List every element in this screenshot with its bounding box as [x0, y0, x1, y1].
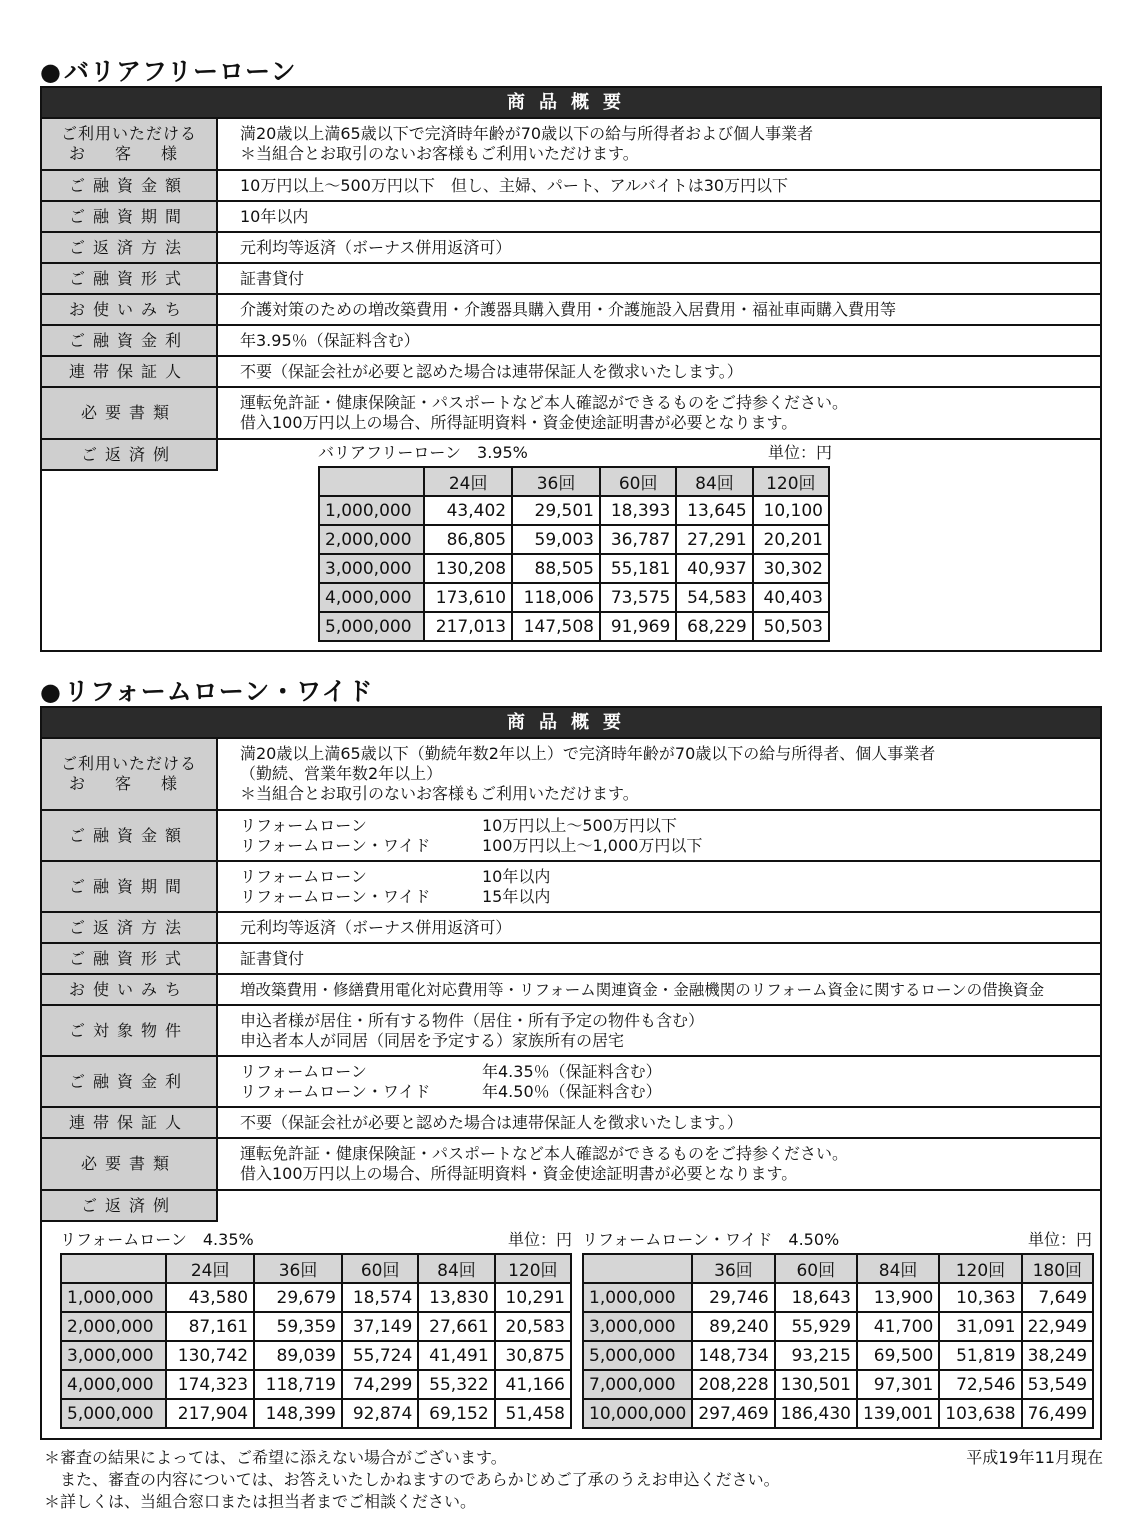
rf-left-value-cell: 89,039 [254, 1341, 342, 1370]
rf-left-value-cell: 27,661 [418, 1312, 494, 1341]
bf-value-repayment: 元利均等返済（ボーナス併用返済可） [240, 237, 512, 257]
bf-amount-cell: 3,000,000 [319, 554, 424, 583]
bf-label-guarantor: 連帯保証人 [42, 357, 218, 386]
table-row [61, 1399, 571, 1428]
rf-value-form: 証書貸付 [240, 948, 305, 968]
rf-left-value-cell: 30,875 [495, 1341, 571, 1370]
bf-value-cell: 55,181 [600, 554, 676, 583]
rf-right-value-cell: 103,638 [939, 1399, 1021, 1428]
rf-left-col-header-5: 120回 [495, 1254, 571, 1283]
rf-right-value-cell: 69,500 [857, 1341, 939, 1370]
table-row [319, 496, 829, 525]
bf-value-guarantor: 不要（保証会社が必要と認めた場合は連帯保証人を徴求いたします。） [240, 361, 743, 381]
footer-notes [44, 1447, 780, 1513]
rf-rate-key-1: リフォームローン [240, 1061, 367, 1081]
rf-left-value-cell: 13,830 [418, 1283, 494, 1312]
bf-label-use: お使いみち [42, 295, 218, 324]
rf-left-amount-cell: 1,000,000 [61, 1283, 166, 1312]
bf-value-cell: 43,402 [424, 496, 512, 525]
rf-right-value-cell: 29,746 [692, 1283, 774, 1312]
rf-right-col-header-4: 120回 [939, 1254, 1021, 1283]
bf-value-cell: 13,645 [676, 496, 752, 525]
rf-right-unit: 単位：円 [1027, 1230, 1092, 1249]
rf-right-value-cell: 89,240 [692, 1312, 774, 1341]
rf-left-value-cell: 148,399 [254, 1399, 342, 1428]
bf-value-form: 証書貸付 [240, 268, 305, 288]
barrier-free-header: 商品概要 [42, 88, 1100, 117]
rf-right-value-cell: 76,499 [1022, 1399, 1093, 1428]
bf-label-form: ご融資形式 [42, 264, 218, 293]
rf-amount-key-2: リフォームローン・ワイド [240, 835, 431, 855]
bf-value-cell: 118,006 [512, 583, 600, 612]
rf-rate-val-1: 年4.35％（保証料含む） [482, 1061, 662, 1081]
table-row [319, 554, 829, 583]
rf-left-amount-cell: 5,000,000 [61, 1399, 166, 1428]
bf-row-form [42, 262, 1100, 293]
rf-period-key-2: リフォームローン・ワイド [240, 886, 431, 906]
barrier-free-panel [40, 86, 1102, 652]
reform-panel [40, 706, 1102, 1440]
rf-right-col-header-1: 36回 [692, 1254, 774, 1283]
bf-label-rate: ご融資金利 [42, 326, 218, 355]
rf-right-value-cell: 186,430 [775, 1399, 857, 1428]
rf-left-header-row [61, 1254, 571, 1283]
bf-row-repayment [42, 231, 1100, 262]
rf-amount-val-2: 100万円以上〜1,000万円以下 [482, 835, 703, 855]
footer-note-2: また、審査の内容については、お答えいたしかねますのであらかじめご了承のうえお申込ください。 [44, 1470, 780, 1489]
barrier-free-title [40, 52, 296, 88]
rf-right-col-header-3: 84回 [857, 1254, 939, 1283]
footer-note-3: ＊詳しくは、当組合窓口または担当者までご相談ください。 [44, 1492, 477, 1511]
rf-period-key-1: リフォームローン [240, 866, 367, 886]
rf-left-value-cell: 217,904 [166, 1399, 254, 1428]
bf-label-customer-2: お客様 [68, 144, 207, 163]
table-row [583, 1341, 1093, 1370]
rf-customer-line-2: （勤続、営業年数2年以上） [240, 764, 443, 783]
bf-value-cell: 147,508 [512, 612, 600, 641]
rf-right-repayment-table [582, 1253, 1094, 1429]
rf-right-value-cell: 55,929 [775, 1312, 857, 1341]
bf-value-cell: 40,937 [676, 554, 752, 583]
bf-row-customer [42, 117, 1100, 169]
rf-label-customer-1: ご利用いただける [60, 754, 197, 773]
rf-label-customer-2: お客様 [68, 774, 207, 793]
reform-title-text: リフォームローン・ワイド [63, 677, 374, 706]
rf-label-guarantor: 連帯保証人 [42, 1108, 218, 1137]
bf-value-rate: 年3.95％（保証料含む） [240, 330, 420, 350]
rf-label-rate: ご融資金利 [42, 1057, 218, 1106]
rf-row-docs [42, 1137, 1100, 1189]
bf-amount-cell: 4,000,000 [319, 583, 424, 612]
bf-value-cell: 130,208 [424, 554, 512, 583]
rf-label-customer [42, 739, 218, 809]
bf-label-repayment: ご返済方法 [42, 233, 218, 262]
rf-row-property [42, 1004, 1100, 1055]
bf-value-cell: 30,302 [753, 554, 829, 583]
rf-right-value-cell: 13,900 [857, 1283, 939, 1312]
rf-property-line-1: 申込者様が居住・所有する物件（居住・所有予定の物件も含む） [240, 1010, 705, 1030]
bf-repayment-table [318, 466, 830, 642]
bf-value-cell: 217,013 [424, 612, 512, 641]
table-row [61, 1341, 571, 1370]
bf-value-cell: 29,501 [512, 496, 600, 525]
rf-right-value-cell: 130,501 [775, 1370, 857, 1399]
rf-docs-line-2: 借入100万円以上の場合、所得証明資料・資金使途証明書が必要となります。 [240, 1164, 798, 1183]
rf-label-use: お使いみち [42, 975, 218, 1004]
rf-right-value-cell: 41,700 [857, 1312, 939, 1341]
rf-customer-line-3: ＊当組合とお取引のないお客様もご利用いただけます。 [240, 784, 639, 803]
rf-amount-key-1: リフォームローン [240, 815, 367, 835]
rf-row-amount [42, 809, 1100, 860]
bf-value-cell: 27,291 [676, 525, 752, 554]
rf-left-value-cell: 10,291 [495, 1283, 571, 1312]
rf-left-value-cell: 41,491 [418, 1341, 494, 1370]
rf-left-value-cell: 87,161 [166, 1312, 254, 1341]
bullet-icon: ● [40, 58, 62, 86]
rf-amount-val-1: 10万円以上〜500万円以下 [482, 815, 677, 835]
table-row [61, 1312, 571, 1341]
rf-left-value-cell: 18,574 [342, 1283, 418, 1312]
reform-title [40, 672, 373, 708]
rf-left-col-header-1: 24回 [166, 1254, 254, 1283]
bf-col-header-5: 120回 [753, 467, 829, 496]
rf-rate-key-2: リフォームローン・ワイド [240, 1081, 431, 1101]
rf-left-value-cell: 92,874 [342, 1399, 418, 1428]
bf-label-example: ご返済例 [42, 440, 218, 471]
rf-row-form [42, 942, 1100, 973]
rf-left-corner-cell [61, 1254, 166, 1283]
rf-left-value-cell: 41,166 [495, 1370, 571, 1399]
bf-label-customer-1: ご利用いただける [60, 124, 197, 143]
rf-value-period [218, 862, 1100, 911]
bf-value-cell: 68,229 [676, 612, 752, 641]
bf-row-guarantor [42, 355, 1100, 386]
rf-row-guarantor [42, 1106, 1100, 1137]
bf-example-title: バリアフリーローン 3.95% [318, 443, 528, 462]
rf-left-value-cell: 69,152 [418, 1399, 494, 1428]
table-row [583, 1399, 1093, 1428]
rf-left-value-cell: 55,724 [342, 1341, 418, 1370]
bf-col-header-3: 60回 [600, 467, 676, 496]
bf-label-customer [42, 119, 218, 169]
bf-value-cell: 10,100 [753, 496, 829, 525]
rf-value-repayment: 元利均等返済（ボーナス併用返済可） [240, 917, 512, 937]
rf-right-value-cell: 297,469 [692, 1399, 774, 1428]
rf-row-repayment [42, 911, 1100, 942]
rf-left-col-header-2: 36回 [254, 1254, 342, 1283]
bf-value-cell: 20,201 [753, 525, 829, 554]
rf-right-title: リフォームローン・ワイド 4.50% [582, 1230, 840, 1249]
table-row [583, 1283, 1093, 1312]
rf-right-value-cell: 93,215 [775, 1341, 857, 1370]
bf-value-cell: 59,003 [512, 525, 600, 554]
rf-left-value-cell: 51,458 [495, 1399, 571, 1428]
rf-row-customer [42, 737, 1100, 809]
footer-note-1: ＊審査の結果によっては、ご希望に添えない場合がございます。 [44, 1448, 507, 1467]
bf-value-cell: 173,610 [424, 583, 512, 612]
rf-value-amount [218, 811, 1100, 860]
rf-value-use: 増改築費用・修繕費用電化対応費用等・リフォーム関連資金・金融機関のリフォーム資金に関するローンの借換資金 [240, 980, 1045, 999]
rf-left-value-cell: 29,679 [254, 1283, 342, 1312]
bf-label-amount: ご融資金額 [42, 171, 218, 200]
table-row [583, 1370, 1093, 1399]
footer-date: 平成19年11月現在 [966, 1448, 1103, 1467]
rf-left-value-cell: 130,742 [166, 1341, 254, 1370]
rf-left-col-header-4: 84回 [418, 1254, 494, 1283]
bf-customer-line-1: 満20歳以上満65歳以下で完済時年齢が70歳以下の給与所得者および個人事業者 [240, 124, 814, 143]
rf-left-amount-cell: 2,000,000 [61, 1312, 166, 1341]
rf-left-value-cell: 43,580 [166, 1283, 254, 1312]
rf-label-repayment: ご返済方法 [42, 913, 218, 942]
rf-row-period [42, 860, 1100, 911]
rf-left-value-cell: 55,322 [418, 1370, 494, 1399]
bf-value-cell: 18,393 [600, 496, 676, 525]
rf-left-value-cell: 37,149 [342, 1312, 418, 1341]
bf-amount-cell: 1,000,000 [319, 496, 424, 525]
rf-period-val-2: 15年以内 [482, 886, 551, 906]
bf-label-docs: 必要書類 [42, 388, 218, 438]
bf-value-cell: 86,805 [424, 525, 512, 554]
bf-col-header-4: 84回 [676, 467, 752, 496]
bf-example-block [318, 440, 832, 642]
bullet-icon: ● [40, 678, 62, 706]
rf-right-value-cell: 7,649 [1022, 1283, 1093, 1312]
rf-label-example: ご返済例 [42, 1191, 218, 1222]
rf-label-period: ご融資期間 [42, 862, 218, 911]
rf-value-rate [218, 1057, 1100, 1106]
bf-amount-cell: 2,000,000 [319, 525, 424, 554]
rf-right-value-cell: 31,091 [939, 1312, 1021, 1341]
table-row [319, 583, 829, 612]
bf-docs-line-2: 借入100万円以上の場合、所得証明資料・資金使途証明書が必要となります。 [240, 413, 798, 432]
rf-right-amount-cell: 10,000,000 [583, 1399, 692, 1428]
bf-docs-line-1: 運転免許証・健康保険証・パスポートなど本人確認ができるものをご持参ください。 [240, 393, 849, 412]
bf-value-cell: 88,505 [512, 554, 600, 583]
rf-customer-line-1: 満20歳以上満65歳以下（勤続年数2年以上）で完済時年齢が70歳以下の給与所得者、個人事業者 [240, 744, 936, 763]
rf-left-unit: 単位：円 [507, 1230, 572, 1249]
rf-example-left [60, 1227, 572, 1429]
bf-row-amount [42, 169, 1100, 200]
table-row [319, 612, 829, 641]
rf-right-col-header-5: 180回 [1022, 1254, 1093, 1283]
bf-value-cell: 54,583 [676, 583, 752, 612]
bf-customer-line-2: ＊当組合とお取引のないお客様もご利用いただけます。 [240, 144, 639, 163]
bf-row-docs [42, 386, 1100, 438]
rf-left-value-cell: 59,359 [254, 1312, 342, 1341]
rf-right-header-row [583, 1254, 1093, 1283]
rf-left-amount-cell: 4,000,000 [61, 1370, 166, 1399]
reform-header: 商品概要 [42, 708, 1100, 737]
rf-right-col-header-2: 60回 [775, 1254, 857, 1283]
rf-label-property: ご対象物件 [42, 1006, 218, 1055]
rf-left-title: リフォームローン 4.35% [60, 1230, 254, 1249]
bf-value-customer [218, 119, 1100, 169]
rf-value-docs [218, 1139, 1100, 1189]
rf-period-val-1: 10年以内 [482, 866, 551, 886]
bf-row-use [42, 293, 1100, 324]
bf-col-header-2: 36回 [512, 467, 600, 496]
rf-right-value-cell: 38,249 [1022, 1341, 1093, 1370]
rf-left-col-header-3: 60回 [342, 1254, 418, 1283]
bf-value-period: 10年以内 [240, 206, 309, 226]
rf-right-value-cell: 22,949 [1022, 1312, 1093, 1341]
rf-label-amount: ご融資金額 [42, 811, 218, 860]
bf-value-cell: 36,787 [600, 525, 676, 554]
rf-row-example [42, 1189, 1100, 1440]
table-row [583, 1312, 1093, 1341]
rf-right-amount-cell: 5,000,000 [583, 1341, 692, 1370]
bf-col-header-1: 24回 [424, 467, 512, 496]
table-row [61, 1370, 571, 1399]
bf-label-period: ご融資期間 [42, 202, 218, 231]
bf-value-cell: 50,503 [753, 612, 829, 641]
rf-row-rate [42, 1055, 1100, 1106]
table-row [319, 525, 829, 554]
rf-right-value-cell: 97,301 [857, 1370, 939, 1399]
rf-value-guarantor: 不要（保証会社が必要と認めた場合は連帯保証人を徴求いたします。） [240, 1112, 743, 1132]
rf-row-use [42, 973, 1100, 1004]
rf-left-value-cell: 74,299 [342, 1370, 418, 1399]
bf-corner-cell [319, 467, 424, 496]
rf-right-corner-cell [583, 1254, 692, 1283]
bf-value-cell: 91,969 [600, 612, 676, 641]
table-row [61, 1283, 571, 1312]
rf-right-value-cell: 10,363 [939, 1283, 1021, 1312]
rf-label-form: ご融資形式 [42, 944, 218, 973]
rf-right-amount-cell: 3,000,000 [583, 1312, 692, 1341]
rf-right-value-cell: 139,001 [857, 1399, 939, 1428]
bf-header-row [319, 467, 829, 496]
rf-right-value-cell: 53,549 [1022, 1370, 1093, 1399]
bf-value-docs [218, 388, 1100, 438]
rf-value-customer [218, 739, 1100, 809]
rf-left-amount-cell: 3,000,000 [61, 1341, 166, 1370]
rf-left-value-cell: 20,583 [495, 1312, 571, 1341]
bf-row-rate [42, 324, 1100, 355]
rf-right-value-cell: 208,228 [692, 1370, 774, 1399]
rf-right-amount-cell: 1,000,000 [583, 1283, 692, 1312]
rf-left-value-cell: 118,719 [254, 1370, 342, 1399]
bf-value-cell: 73,575 [600, 583, 676, 612]
rf-right-value-cell: 51,819 [939, 1341, 1021, 1370]
rf-label-docs: 必要書類 [42, 1139, 218, 1189]
rf-example-right [582, 1227, 1092, 1429]
bf-value-cell: 40,403 [753, 583, 829, 612]
rf-property-line-2: 申込者本人が同居（同居を予定する）家族所有の居宅 [240, 1030, 625, 1050]
rf-left-repayment-table [60, 1253, 572, 1429]
rf-right-value-cell: 148,734 [692, 1341, 774, 1370]
barrier-free-title-text: バリアフリーローン [63, 57, 297, 86]
bf-row-example [42, 438, 1100, 648]
rf-right-value-cell: 72,546 [939, 1370, 1021, 1399]
bf-value-amount: 10万円以上〜500万円以下 但し、主婦、パート、アルバイトは30万円以下 [240, 175, 789, 195]
rf-value-property [218, 1006, 1100, 1055]
bf-amount-cell: 5,000,000 [319, 612, 424, 641]
rf-docs-line-1: 運転免許証・健康保険証・パスポートなど本人確認ができるものをご持参ください。 [240, 1144, 849, 1163]
bf-row-period [42, 200, 1100, 231]
rf-right-value-cell: 18,643 [775, 1283, 857, 1312]
rf-left-value-cell: 174,323 [166, 1370, 254, 1399]
bf-example-unit: 単位：円 [767, 443, 832, 462]
rf-right-amount-cell: 7,000,000 [583, 1370, 692, 1399]
bf-value-use: 介護対策のための増改築費用・介護器具購入費用・介護施設入居費用・福祉車両購入費用等 [240, 299, 897, 319]
rf-rate-val-2: 年4.50％（保証料含む） [482, 1081, 662, 1101]
